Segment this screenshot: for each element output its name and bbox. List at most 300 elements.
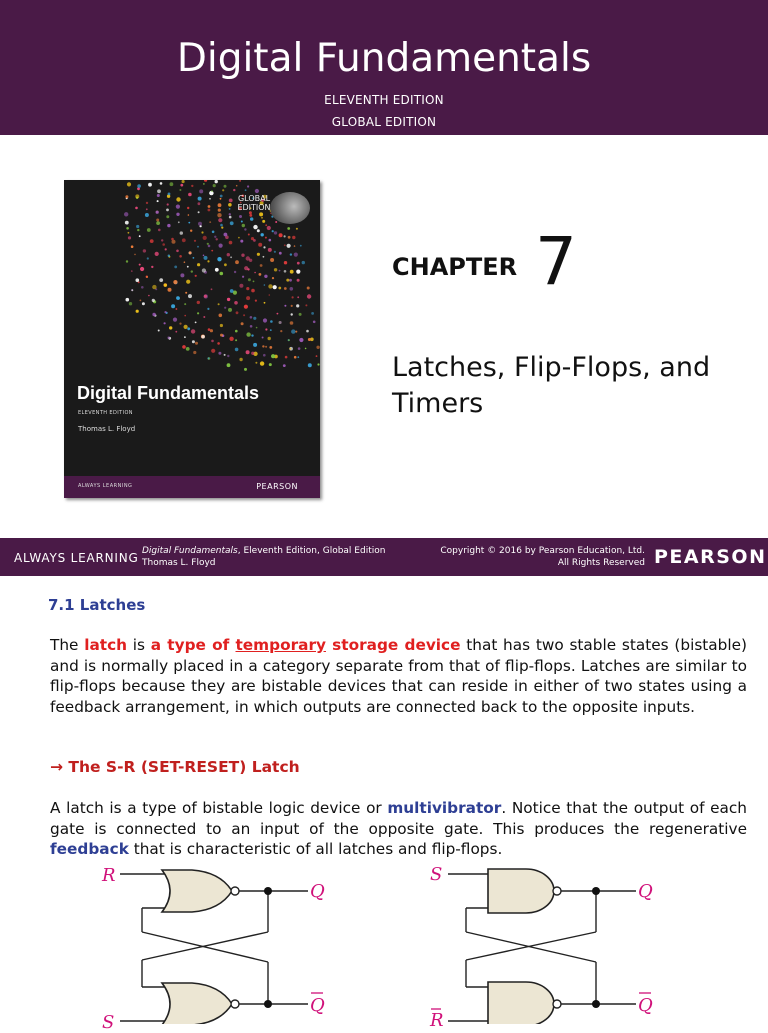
cover-dot: [253, 281, 255, 283]
cover-dot: [227, 298, 230, 301]
cover-dot: [180, 231, 183, 234]
term-feedback: feedback: [50, 840, 129, 859]
cover-dot: [294, 356, 297, 359]
sr-latch-heading: → The S-R (SET-RESET) Latch: [50, 758, 300, 776]
cover-dot: [311, 312, 314, 315]
cover-dot: [161, 239, 163, 241]
cover-dot: [215, 180, 218, 183]
cover-dot: [152, 313, 155, 316]
cover-dot: [234, 301, 238, 305]
cover-dot: [246, 256, 250, 260]
cover-dot: [235, 260, 239, 264]
cover-dot: [128, 236, 131, 239]
cover-dot: [268, 248, 272, 252]
cover-dot: [297, 296, 299, 298]
cover-dot: [244, 305, 248, 309]
cover-dot: [299, 313, 302, 316]
cover-dot: [251, 334, 253, 336]
cover-dot: [197, 301, 200, 304]
cover-dot: [156, 219, 159, 222]
cover-dot: [168, 255, 170, 257]
cover-dot: [204, 295, 207, 298]
cover-dot: [244, 266, 248, 270]
cover-dot: [289, 279, 292, 282]
cover-dot: [209, 221, 211, 223]
cover-dot: [216, 238, 218, 240]
cover-dot: [211, 349, 215, 353]
text-run: is: [127, 636, 151, 654]
cover-dot: [203, 236, 207, 240]
cover-dot: [235, 330, 238, 333]
cover-dot: [286, 279, 289, 282]
cover-dot: [220, 195, 223, 198]
cover-dot: [244, 368, 247, 371]
cover-dot: [254, 272, 256, 274]
footer-bar: [0, 538, 768, 576]
cover-dot: [150, 239, 154, 243]
cover-dot: [125, 221, 129, 225]
cover-dot: [278, 287, 281, 290]
cover-dot: [263, 246, 265, 248]
cover-dot: [215, 268, 219, 272]
cover-dot: [230, 289, 234, 293]
cover-dot: [255, 189, 259, 193]
cover-dot: [182, 180, 185, 183]
cover-dot: [313, 321, 316, 324]
cover-dot: [207, 260, 209, 262]
cover-dot: [198, 211, 200, 213]
cover-dot: [220, 198, 222, 200]
cover-dot: [299, 338, 303, 342]
cover-dot: [220, 334, 223, 337]
cover-dot: [284, 305, 286, 307]
top-banner: [0, 0, 768, 135]
cover-dot: [197, 312, 199, 314]
cover-dot: [268, 284, 272, 288]
cover-dot: [180, 184, 183, 187]
cover-dot: [134, 254, 136, 256]
cover-dot: [198, 222, 202, 226]
cover-dot: [228, 308, 232, 312]
chapter-number: 7: [535, 223, 577, 300]
cover-dot: [194, 240, 196, 242]
cover-dot: [316, 346, 319, 349]
footer-book-info: [142, 545, 385, 569]
cover-dot: [184, 261, 186, 263]
cover-edition: ELEVENTH EDITION: [78, 410, 133, 416]
cover-dot: [158, 330, 160, 332]
cover-dot: [145, 213, 149, 217]
cover-dot: [207, 243, 209, 245]
cover-dot: [167, 336, 170, 339]
cover-dot: [290, 270, 294, 274]
cover-dot: [190, 230, 192, 232]
cover-dot: [147, 257, 149, 259]
cover-dot: [260, 361, 264, 365]
cover-dot: [317, 363, 319, 365]
cover-dot: [224, 233, 228, 237]
cover-dot: [184, 315, 186, 317]
cover-dot: [260, 264, 263, 267]
cover-dot: [184, 336, 186, 338]
cover-dot: [294, 253, 298, 257]
cover-dot: [186, 347, 190, 351]
cover-dot: [180, 273, 184, 277]
cover-dot: [126, 298, 130, 302]
cover-dot: [291, 329, 295, 333]
cover-dot: [213, 184, 216, 187]
cover-dot: [248, 278, 251, 281]
cover-dot: [174, 266, 177, 269]
cover-dot: [264, 284, 266, 286]
cover-dot: [306, 330, 309, 333]
cover-dot: [263, 256, 265, 258]
footer-copyright-text: Copyright © 2016 by Pearson Education, Ltd.: [440, 546, 645, 556]
cover-dot: [263, 354, 266, 357]
term-multivibrator: multivibrator: [387, 799, 502, 817]
cover-dot: [240, 240, 243, 243]
term-temporary: temporary: [235, 636, 326, 654]
cover-dot: [168, 193, 171, 196]
cover-dot: [146, 208, 148, 210]
cover-dot: [227, 363, 231, 367]
cover-dot: [283, 364, 286, 367]
cover-dot: [192, 340, 195, 343]
cover-dot: [242, 224, 245, 227]
cover-dot: [239, 215, 242, 218]
text-run: The: [50, 636, 85, 654]
cover-dot: [273, 285, 277, 289]
cover-dot: [195, 322, 197, 324]
cover-dot: [148, 295, 150, 297]
cover-dot: [195, 342, 198, 345]
cover-dot: [235, 339, 237, 341]
cover-dot: [211, 288, 213, 290]
cover-dot: [201, 335, 205, 339]
cover-dot: [211, 190, 213, 192]
cover-dot: [191, 185, 193, 187]
cover-dot: [136, 278, 140, 282]
cover-dot: [295, 331, 297, 333]
cover-dot: [140, 267, 144, 271]
cover-dot: [208, 205, 211, 208]
cover-dot: [234, 271, 236, 273]
cover-dot: [269, 239, 272, 242]
cover-dot: [308, 338, 311, 341]
cover-dot: [241, 254, 244, 257]
cover-dot: [279, 270, 281, 272]
cover-dot: [229, 213, 231, 215]
cover-dot: [305, 304, 307, 306]
cover-dot: [179, 323, 181, 325]
cover-dot: [179, 189, 181, 191]
cover-dot: [246, 350, 250, 354]
cover-dot: [135, 194, 139, 198]
cover-dot: [140, 300, 142, 302]
cover-dot: [203, 183, 205, 185]
cover-dot: [296, 228, 298, 230]
cover-dot: [168, 288, 172, 292]
cover-dot: [124, 212, 128, 216]
cover-dot: [251, 289, 255, 293]
cover-dot: [172, 240, 176, 244]
cover-dot: [250, 316, 253, 319]
cover-dot: [262, 337, 264, 339]
cover-dot: [160, 182, 163, 185]
cover-dot: [246, 332, 250, 336]
cover-dot: [187, 266, 189, 268]
cover-dot: [249, 214, 252, 217]
cover-dot: [214, 236, 216, 238]
cover-dot: [176, 213, 179, 216]
cover-dot: [308, 363, 312, 367]
cover-dot: [218, 203, 222, 207]
footer-book-edition: , Eleventh Edition, Global Edition: [237, 546, 386, 556]
cover-dot: [284, 235, 286, 237]
footer-publisher-logo: PEARSON: [654, 546, 767, 568]
footer-copyright: [400, 545, 645, 569]
cover-dot: [272, 277, 274, 279]
cover-dot: [135, 207, 138, 210]
cover-dot: [193, 257, 195, 259]
cover-dot: [247, 185, 249, 187]
output-label-q: Q: [310, 881, 325, 902]
cover-dot: [211, 250, 213, 252]
chapter-label: CHAPTER: [392, 253, 518, 281]
nand-gate-bottom: [488, 982, 554, 1024]
cover-dot: [287, 244, 291, 248]
nor-gate-top: [162, 870, 232, 912]
cover-dot: [250, 325, 253, 328]
cover-dot: [158, 229, 161, 232]
cover-dot: [272, 230, 274, 232]
cover-dot: [263, 318, 267, 322]
cover-dot: [290, 253, 292, 255]
cover-dot: [297, 356, 299, 358]
cover-dot: [182, 345, 186, 349]
cover-dot: [191, 270, 193, 272]
cover-dot: [207, 308, 209, 310]
cover-dot: [204, 180, 207, 182]
cover-dot: [224, 307, 226, 309]
cover-dot: [265, 224, 267, 226]
cover-dot: [173, 318, 177, 322]
cover-dot: [305, 348, 307, 350]
text-run: that has two stable states (bistable) and is normally placed in a category separate from that of flip-flops. Latches are similar to flip-flops because they are bistable devices that can reside in either of two states using a feedback arrangement, in which outputs are connected back to the opposite inputs.: [50, 636, 747, 716]
cover-dot: [126, 260, 128, 262]
cover-dot: [307, 294, 311, 298]
cover-dot: [284, 244, 286, 246]
cover-dot: [258, 243, 262, 247]
cover-dot: [184, 325, 188, 329]
cover-dot: [280, 330, 282, 332]
cover-dot: [243, 314, 245, 316]
cover-dot: [288, 339, 290, 341]
cover-dot: [271, 354, 275, 358]
cover-dot: [220, 224, 223, 227]
cover-dot: [188, 294, 192, 298]
cover-author: Thomas L. Floyd: [78, 425, 136, 433]
cover-dot: [259, 212, 263, 216]
cover-dot: [188, 214, 190, 216]
book-cover-image: [64, 180, 320, 498]
cover-dot: [208, 328, 211, 331]
cover-dot: [197, 246, 199, 248]
cover-dot: [222, 189, 224, 191]
cover-publisher-logo: PEARSON: [256, 482, 298, 491]
cover-dot: [290, 321, 294, 325]
cover-dot: [209, 198, 211, 200]
cover-dot: [217, 213, 221, 217]
banner-global-edition: GLOBAL EDITION: [331, 115, 437, 129]
cover-dot: [185, 292, 187, 294]
cover-dot: [170, 182, 174, 186]
cover-dot: [238, 237, 240, 239]
cover-dot: [152, 299, 155, 302]
cover-dot: [298, 347, 301, 350]
cover-dot: [139, 235, 141, 237]
cover-dot: [164, 322, 166, 324]
cover-dot: [179, 255, 182, 258]
cover-dot: [182, 238, 186, 242]
cover-dot: [246, 296, 250, 300]
cover-dot: [220, 324, 223, 327]
cover-dot: [287, 227, 290, 230]
cover-dot: [184, 303, 186, 305]
cover-dot: [198, 202, 201, 205]
cover-dot: [245, 189, 247, 191]
cover-dot: [187, 327, 190, 330]
cover-dot: [285, 356, 288, 359]
cover-dot: [269, 346, 272, 349]
cover-dot: [131, 245, 134, 248]
cover-dot: [218, 303, 220, 305]
cover-dot: [235, 348, 239, 352]
cover-dot: [157, 189, 161, 193]
cover-dot: [176, 197, 180, 201]
cover-dot: [164, 311, 166, 313]
cover-dot: [233, 189, 235, 191]
cover-dot: [128, 232, 130, 234]
cover-dot: [188, 193, 192, 197]
cover-dot: [147, 228, 151, 232]
footer-always-learning: ALWAYS LEARNING: [14, 551, 139, 565]
cover-dot: [224, 354, 226, 356]
cover-dot: [137, 229, 139, 231]
cover-dot: [292, 296, 294, 298]
cover-dot: [250, 217, 253, 220]
cover-dot: [148, 183, 152, 187]
cover-dot: [187, 207, 189, 209]
cover-dot: [239, 284, 243, 288]
cover-dot: [230, 256, 232, 258]
cover-dot: [155, 252, 159, 256]
chapter-title: Latches, Flip-Flops, and Timers: [392, 352, 711, 419]
cover-dot: [257, 253, 260, 256]
cover-dot: [279, 233, 283, 237]
cover-dot: [227, 253, 230, 256]
cover-dot: [236, 185, 238, 187]
cover-dot: [139, 264, 141, 266]
input-label-s: S: [102, 1012, 115, 1033]
cover-dot: [241, 221, 243, 223]
cover-dot: [159, 278, 163, 282]
cover-dot: [162, 243, 165, 246]
cover-title: Digital Fundamentals: [77, 383, 260, 403]
cover-dot: [256, 327, 258, 329]
cover-dot: [156, 221, 160, 225]
input-label-r: R: [102, 865, 116, 886]
cover-dot: [229, 241, 233, 245]
cover-bottom-bar: [64, 476, 320, 498]
text-run: A latch is a type of bistable logic device or: [50, 799, 388, 817]
cover-dot: [125, 195, 128, 198]
cover-dot: [279, 321, 282, 324]
cover-dot: [259, 273, 262, 276]
cover-dot: [284, 270, 287, 273]
cover-dot: [291, 313, 293, 315]
cover-dot: [204, 256, 208, 260]
cover-always-learning: ALWAYS LEARNING: [78, 483, 133, 489]
term-storage-device: storage device: [325, 636, 461, 654]
cover-dot: [270, 258, 274, 262]
nand-latch-diagram: [426, 862, 686, 1031]
cover-dot: [176, 296, 180, 300]
cover-dot: [131, 270, 133, 272]
cover-dot: [269, 363, 272, 366]
cover-dot: [199, 189, 203, 193]
cover-dot: [211, 340, 214, 343]
section-heading: 7.1 Latches: [48, 596, 146, 614]
term-type-of: a type of: [150, 636, 236, 654]
cover-dot: [157, 200, 159, 202]
nor-gate-bottom: [162, 983, 232, 1024]
cover-dot: [165, 248, 167, 250]
footer-rights: All Rights Reserved: [557, 558, 645, 568]
cover-dot: [218, 218, 222, 222]
text-run: . Notice that the output of each gate is connected to an input of the opposite gate. This produces the regenerative: [50, 799, 747, 838]
footer-book-title: Digital Fundamentals: [142, 546, 238, 556]
nand-gate-top: [488, 869, 554, 913]
cover-dot: [279, 252, 282, 255]
cover-dot: [274, 268, 277, 271]
cover-dot: [255, 362, 257, 364]
cover-dot: [208, 357, 210, 359]
cover-dot: [229, 337, 233, 341]
cover-dot: [220, 272, 224, 276]
cover-badge-text: GLOBAL EDITION: [237, 194, 271, 212]
cover-dot: [288, 236, 291, 239]
cover-dot: [166, 215, 169, 218]
cover-dot: [297, 279, 300, 282]
cover-dot: [242, 276, 244, 278]
cover-dot: [136, 225, 139, 228]
cover-dot: [198, 197, 202, 201]
cover-dot: [203, 255, 205, 257]
cover-dot: [274, 231, 277, 234]
cover-dot: [189, 251, 192, 254]
cover-dot: [264, 275, 267, 278]
cover-dot: [291, 305, 293, 307]
term-latch: latch: [84, 636, 128, 654]
cover-dot: [300, 245, 302, 247]
cover-dot: [156, 211, 159, 214]
cover-dot: [178, 221, 180, 223]
cover-dot: [146, 202, 148, 204]
cover-dot: [277, 313, 279, 315]
cover-dot: [255, 300, 257, 302]
cover-dot: [217, 342, 220, 345]
